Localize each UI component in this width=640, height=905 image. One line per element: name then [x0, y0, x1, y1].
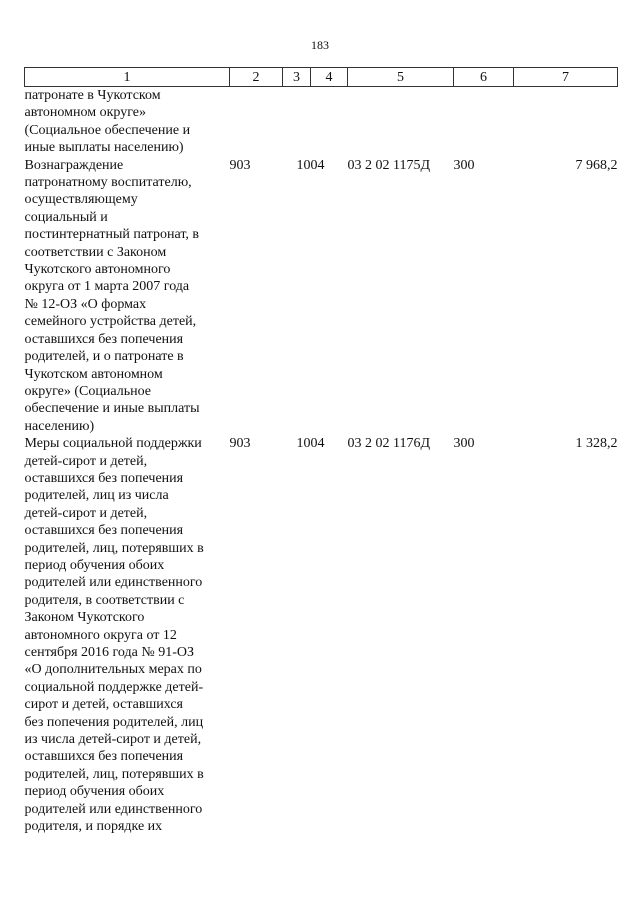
- table-body: [25, 87, 618, 836]
- description-line: патронатному воспитателю,: [24, 175, 192, 191]
- description-line: семейного устройства детей,: [24, 314, 197, 330]
- cell-c7: 7 968,2: [575, 157, 618, 173]
- cell-c6: 300: [453, 157, 475, 173]
- column-header-2: 2: [230, 68, 283, 87]
- cell-c3: [283, 87, 311, 157]
- description-line: сирот и детей, оставшихся: [24, 697, 183, 713]
- description-line: родителя, в соответствии с: [24, 592, 185, 608]
- description-line: период обучения обоих: [24, 557, 165, 573]
- description-line: из числа детей-сирот и детей,: [24, 732, 202, 748]
- description-line: родителей, и о патронате в: [24, 349, 184, 365]
- row-description: [25, 87, 230, 157]
- column-header-6: 6: [454, 68, 514, 87]
- cell-c4: [311, 87, 348, 157]
- description-line: родителей или единственного: [24, 801, 203, 817]
- description-line: населению): [24, 418, 95, 434]
- description-line: автономного округа от 12: [24, 627, 177, 643]
- description-line: период обучения обоих: [24, 784, 165, 800]
- table-row: [25, 435, 618, 835]
- description-line: оставшихся без попечения: [24, 470, 184, 486]
- description-line: родителей, лиц, потерявших в: [24, 766, 204, 782]
- cell-c2: 903: [229, 157, 251, 173]
- cell-c7: 1 328,2: [575, 436, 618, 452]
- description-line: оставшихся без попечения: [24, 523, 184, 539]
- description-line: без попечения родителей, лиц: [24, 714, 204, 730]
- table-row: [25, 87, 618, 157]
- cell-c2: 903: [229, 436, 251, 452]
- cell-c5: 03 2 02 1175Д: [347, 157, 431, 173]
- description-line: Чукотского автономного: [24, 262, 171, 278]
- row-description: [25, 435, 230, 835]
- description-line: обеспечение и иные выплаты: [24, 401, 200, 417]
- description-line: округе» (Социальное: [24, 383, 151, 399]
- description-line: «О дополнительных мерах по: [24, 662, 202, 678]
- description-line: № 12-ОЗ «О формах: [24, 296, 147, 312]
- description-line: детей-сирот и детей,: [24, 453, 148, 469]
- description-line: осуществляющему: [24, 192, 138, 208]
- description-line: родителей или единственного: [24, 575, 203, 591]
- description-line: родителей, лиц из числа: [24, 488, 169, 504]
- description-line: оставшихся без попечения: [24, 749, 184, 765]
- description-line: округа от 1 марта 2007 года: [24, 279, 190, 295]
- budget-table: [24, 67, 618, 835]
- description-line: социальный и: [24, 209, 108, 225]
- cell-c4: 04: [310, 436, 325, 452]
- column-header-1: 1: [25, 68, 230, 87]
- description-line: Законом Чукотского: [24, 610, 145, 626]
- cell-c3: 10: [296, 157, 311, 173]
- column-header-3: 3: [283, 68, 311, 87]
- column-header-7: 7: [514, 68, 618, 87]
- column-header-4: 4: [311, 68, 348, 87]
- description-line: постинтернатный патронат, в: [24, 227, 199, 243]
- page-number: 183: [311, 38, 329, 52]
- cell-c2: [230, 87, 283, 157]
- description-line: патронате в Чукотском: [24, 88, 161, 103]
- description-line: (Социальное обеспечение и: [24, 122, 191, 138]
- description-line: детей-сирот и детей,: [24, 505, 148, 521]
- description-line: автономном округе»: [24, 105, 146, 121]
- cell-c6: 300: [453, 436, 475, 452]
- cell-c6: [454, 87, 514, 157]
- table-row: [25, 157, 618, 436]
- cell-c5: 03 2 02 1176Д: [347, 436, 431, 452]
- cell-c4: 04: [310, 157, 325, 173]
- description-line: Меры социальной поддержки: [24, 436, 202, 452]
- table-header-row: [25, 68, 618, 87]
- description-line: социальной поддержке детей-: [24, 679, 204, 695]
- description-line: родителей, лиц, потерявших в: [24, 540, 204, 556]
- description-line: иные выплаты населению): [24, 140, 184, 156]
- column-header-5: 5: [348, 68, 454, 87]
- description-line: родителя, и порядке их: [24, 819, 163, 835]
- cell-c7: [514, 87, 618, 157]
- description-line: Чукотском автономном: [24, 366, 163, 382]
- cell-c5: [348, 87, 454, 157]
- cell-c3: 10: [296, 436, 311, 452]
- description-line: Вознаграждение: [24, 157, 124, 173]
- description-line: оставшихся без попечения: [24, 331, 184, 347]
- row-description: [25, 157, 230, 436]
- description-line: сентября 2016 года № 91-ОЗ: [24, 645, 194, 660]
- description-line: соответствии с Законом: [24, 244, 167, 260]
